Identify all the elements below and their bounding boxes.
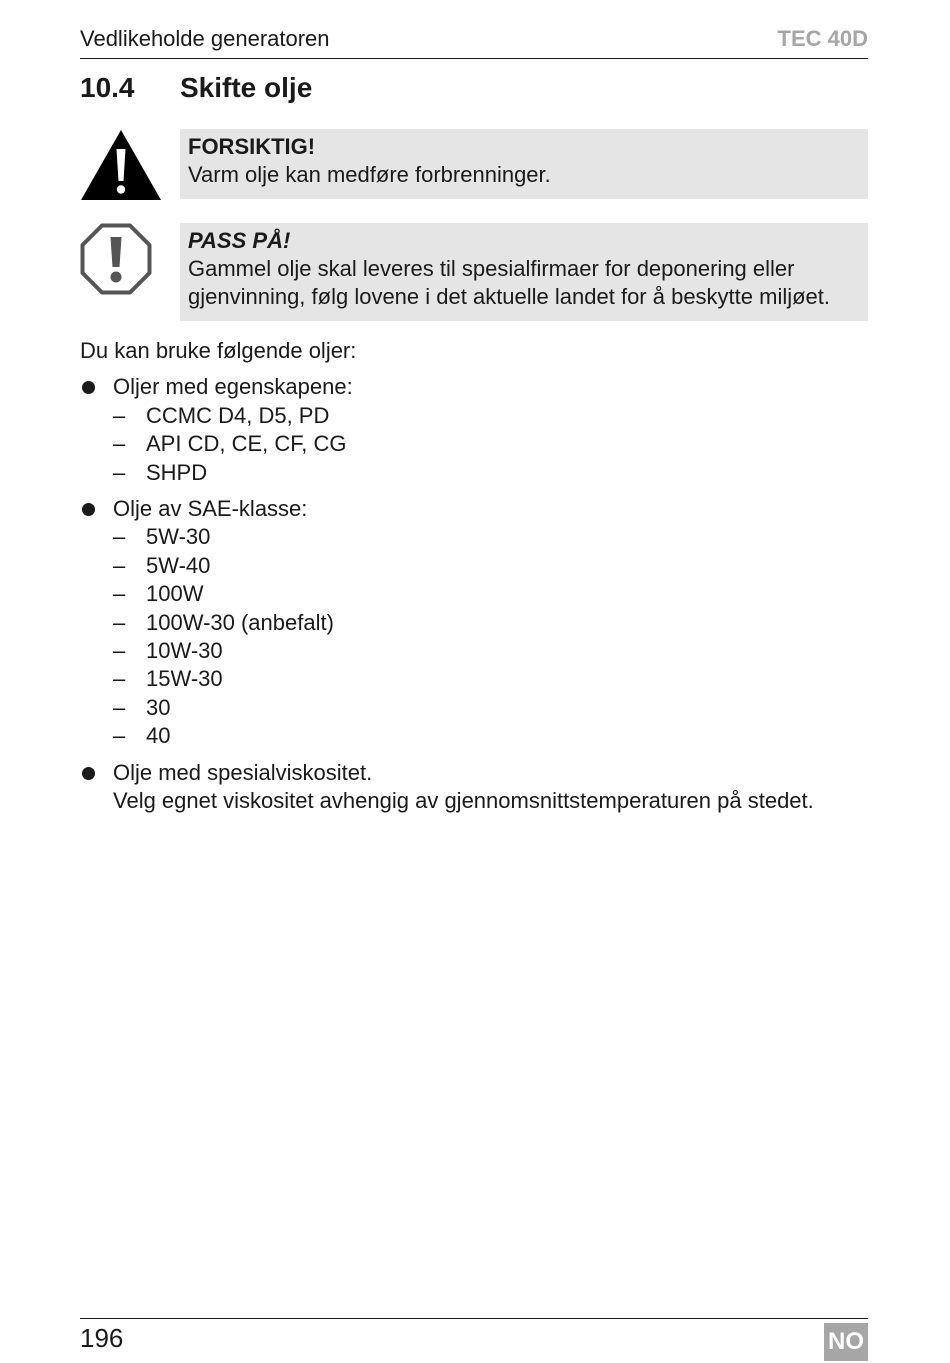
- bullet-icon: [82, 503, 95, 516]
- sub-item-text: 100W-30 (anbefalt): [146, 609, 334, 635]
- dash-marker: –: [113, 431, 126, 457]
- sub-item-text: API CD, CE, CF, CG: [146, 431, 347, 457]
- sub-list-item: [113, 580, 870, 608]
- sub-list-item: [113, 609, 870, 637]
- sub-list: [113, 523, 870, 750]
- dash-marker: –: [113, 552, 126, 578]
- caution-notice: [80, 129, 868, 199]
- intro-text: Du kan bruke følgende oljer:: [80, 338, 357, 363]
- caution-box: [180, 129, 868, 199]
- list-item: [80, 495, 870, 751]
- sub-item-text: 15W-30: [146, 666, 223, 692]
- sub-list-item: [113, 637, 870, 665]
- caution-text: Varm olje kan medføre forbrenninger.: [188, 162, 551, 187]
- language-badge: NO: [824, 1323, 868, 1361]
- sub-list-item: [113, 665, 870, 693]
- sub-list-item: [113, 459, 870, 487]
- list-item: [80, 373, 870, 487]
- page-footer: [80, 1318, 868, 1363]
- sub-item-text: 5W-40: [146, 552, 211, 578]
- sub-list-item: [113, 523, 870, 551]
- bullet-note: Velg egnet viskositet avhengig av gjennomsnittstemperaturen på stedet.: [113, 788, 814, 814]
- page-number: 196: [80, 1323, 124, 1353]
- page-header: [80, 24, 868, 59]
- sub-list-item: [113, 552, 870, 580]
- oil-specifications: [80, 337, 870, 824]
- section-number: 10.4: [80, 72, 135, 103]
- attention-box: [180, 223, 868, 321]
- oil-list: [80, 373, 870, 815]
- exclamation-octagon-icon: [80, 223, 152, 300]
- section-title: Skifte olje: [180, 72, 313, 103]
- dash-marker: –: [113, 524, 126, 550]
- sub-list-item: [113, 722, 870, 750]
- dash-marker: –: [113, 459, 126, 485]
- attention-heading: PASS PÅ!: [188, 228, 291, 253]
- dash-marker: –: [113, 694, 126, 720]
- bullet-text: Olje av SAE-klasse:: [113, 496, 308, 522]
- bullet-icon: [82, 767, 95, 780]
- sub-list-item: [113, 694, 870, 722]
- sub-list-item: [113, 402, 870, 430]
- chapter-title: Vedlikeholde generatoren: [80, 26, 330, 51]
- model-name: TEC 40D: [777, 26, 868, 51]
- dash-marker: –: [113, 581, 126, 607]
- sub-item-text: 10W-30: [146, 638, 223, 664]
- attention-notice: [80, 223, 868, 321]
- bullet-text: Olje med spesialviskositet.: [113, 759, 373, 785]
- sub-item-text: 30: [146, 694, 171, 720]
- attention-text: Gammel olje skal leveres til spesialfirmaer for deponering eller gjenvinning, følg lovene i det aktuelle landet for å beskytte miljøet.: [188, 256, 831, 309]
- sub-item-text: CCMC D4, D5, PD: [146, 402, 330, 428]
- dash-marker: –: [113, 638, 126, 664]
- caution-heading: FORSIKTIG!: [188, 134, 316, 159]
- dash-marker: –: [113, 666, 126, 692]
- sub-list: [113, 402, 870, 487]
- dash-marker: –: [113, 609, 126, 635]
- dash-marker: –: [113, 723, 126, 749]
- sub-item-text: 5W-30: [146, 524, 211, 550]
- section-heading: [80, 72, 312, 104]
- bullet-text: Oljer med egenskapene:: [113, 374, 353, 400]
- sub-item-text: SHPD: [146, 459, 208, 485]
- sub-list-item: [113, 430, 870, 458]
- dash-marker: –: [113, 402, 126, 428]
- warning-triangle-icon: [80, 129, 162, 206]
- bullet-icon: [82, 381, 95, 394]
- sub-item-text: 40: [146, 723, 171, 749]
- sub-item-text: 100W: [146, 581, 204, 607]
- list-item: [80, 759, 870, 816]
